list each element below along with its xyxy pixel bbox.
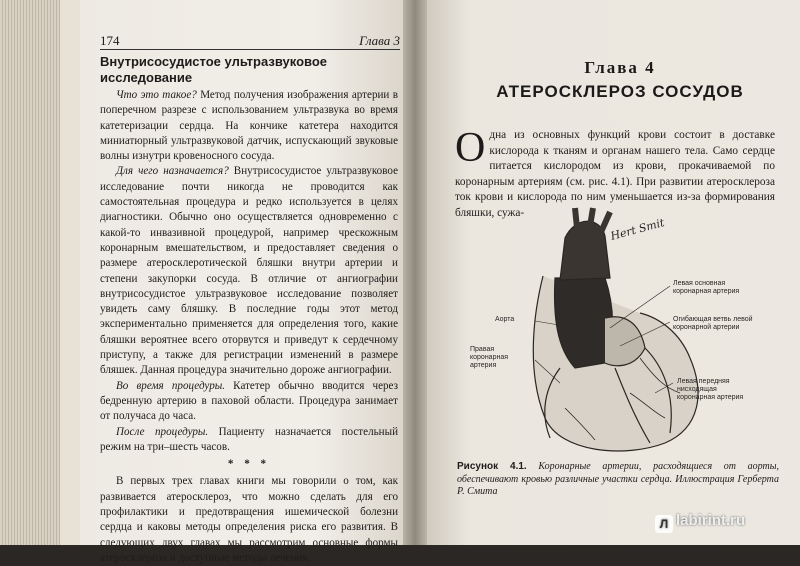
label-lad: Левая передняя нисходящая коронарная артерия xyxy=(677,378,744,401)
chapter-title: АТЕРОСКЛЕРОЗ СОСУДОВ xyxy=(496,82,744,101)
chapter-intro xyxy=(455,125,775,221)
paragraph-after: После процедуры. Пациенту назначается постельный режим на три–шесть часов. xyxy=(100,425,399,453)
left-page xyxy=(80,0,415,564)
intro-text: дна из основных функций крови состоит в доставке кислорода к тканям и органам нашего тела. Само сердце питается кислородом из крови, прокачиваемой по коронарным артериям (см. рис. 4.1). При развитии атеросклероза ток крови и кислорода по ним уменьшается из-за формирования бляшки, сужа- xyxy=(455,129,775,219)
drop-cap: О xyxy=(455,125,486,171)
caption-label: Рисунок 4.1. xyxy=(457,461,527,472)
label-aorta: Аорта xyxy=(495,316,515,323)
heart-illustration xyxy=(465,218,765,458)
page-number: 174 xyxy=(100,33,120,48)
right-page xyxy=(425,0,800,545)
paragraph-during: Во время процедуры. Катетер обычно вводится через бедренную артерию в паховой области. Процедура занимает от получаса до часа. xyxy=(100,379,398,423)
left-body-text xyxy=(100,54,398,566)
separator: * * * xyxy=(227,458,271,471)
paragraph-what: Что это такое? Метод получения изображения артерии в поперечном разрезе с использованием ультразвука во время катетеризации сердца. На кончике катетера находится миниатюрный ультразвуковой датчик, испускающий звуковые волны изнутри кровеносного сосуда. xyxy=(100,89,399,163)
label-left-main: Левая основная коронарная артерия xyxy=(673,280,740,295)
running-header xyxy=(100,33,400,50)
artist-signature: Hert Smit xyxy=(609,216,666,243)
running-head-chapter: Глава 3 xyxy=(359,33,400,48)
watermark-text: labirint.ru xyxy=(676,512,746,529)
label-right-coronary: Правая коронарная артерия xyxy=(470,346,509,369)
section-title: Внутрисосудистое ультразвуковое исследование xyxy=(100,54,328,85)
watermark-logo-icon: Л xyxy=(655,515,673,533)
book-gutter xyxy=(403,0,427,545)
label-circumflex: Огибающая ветвь левой коронарной артерии xyxy=(673,316,753,331)
figure-caption xyxy=(457,461,779,499)
caption-text: Коронарные артерии, расходящиеся от аорты, обеспечивают кровью различные участки сердца. Иллюстрация Герберта Р. Смита xyxy=(457,461,779,497)
heart-drawing xyxy=(465,218,765,458)
page-edges xyxy=(0,0,60,545)
paragraph-summary: В первых трех главах книги мы говорили о том, как развивается атеросклероз, что можно сделать для его профилактики и предотвращения ишемической болезни сердца и каковы методы определения риска его развития. В следующих двух главах мы рассмотрим основные формы атеросклероза и доступные методы лечения. xyxy=(100,475,398,564)
watermark xyxy=(655,512,745,533)
paragraph-why: Для чего назначается? Внутрисосудистое ультразвуковое исследование почти никогда не проводится как самостоятельная процедура и редко используется в целях диагностики. Обычно оно осуществляется одновременно с какой-то инвазивной процедурой, например чрескожным коронарным вмешательством, и предоставляет сведения о размере атеросклеротической бляшки внутри артерии и степени закупорки сосуда. В отличие от ангиографии внутрисосудистое ультразвуковое исследование позволяет увидеть саму бляшку. В последние годы этот метод экспериментально применяется для определения того, какие бляшки вероятнее всего оторвутся и приведут к сердечному приступу, а также для регистрации изменений в размере бляшек. Данная процедура значительно дороже ангиографии. xyxy=(100,165,398,377)
page-edge-margin xyxy=(60,0,80,545)
chapter-number: Глава 4 xyxy=(584,58,656,77)
